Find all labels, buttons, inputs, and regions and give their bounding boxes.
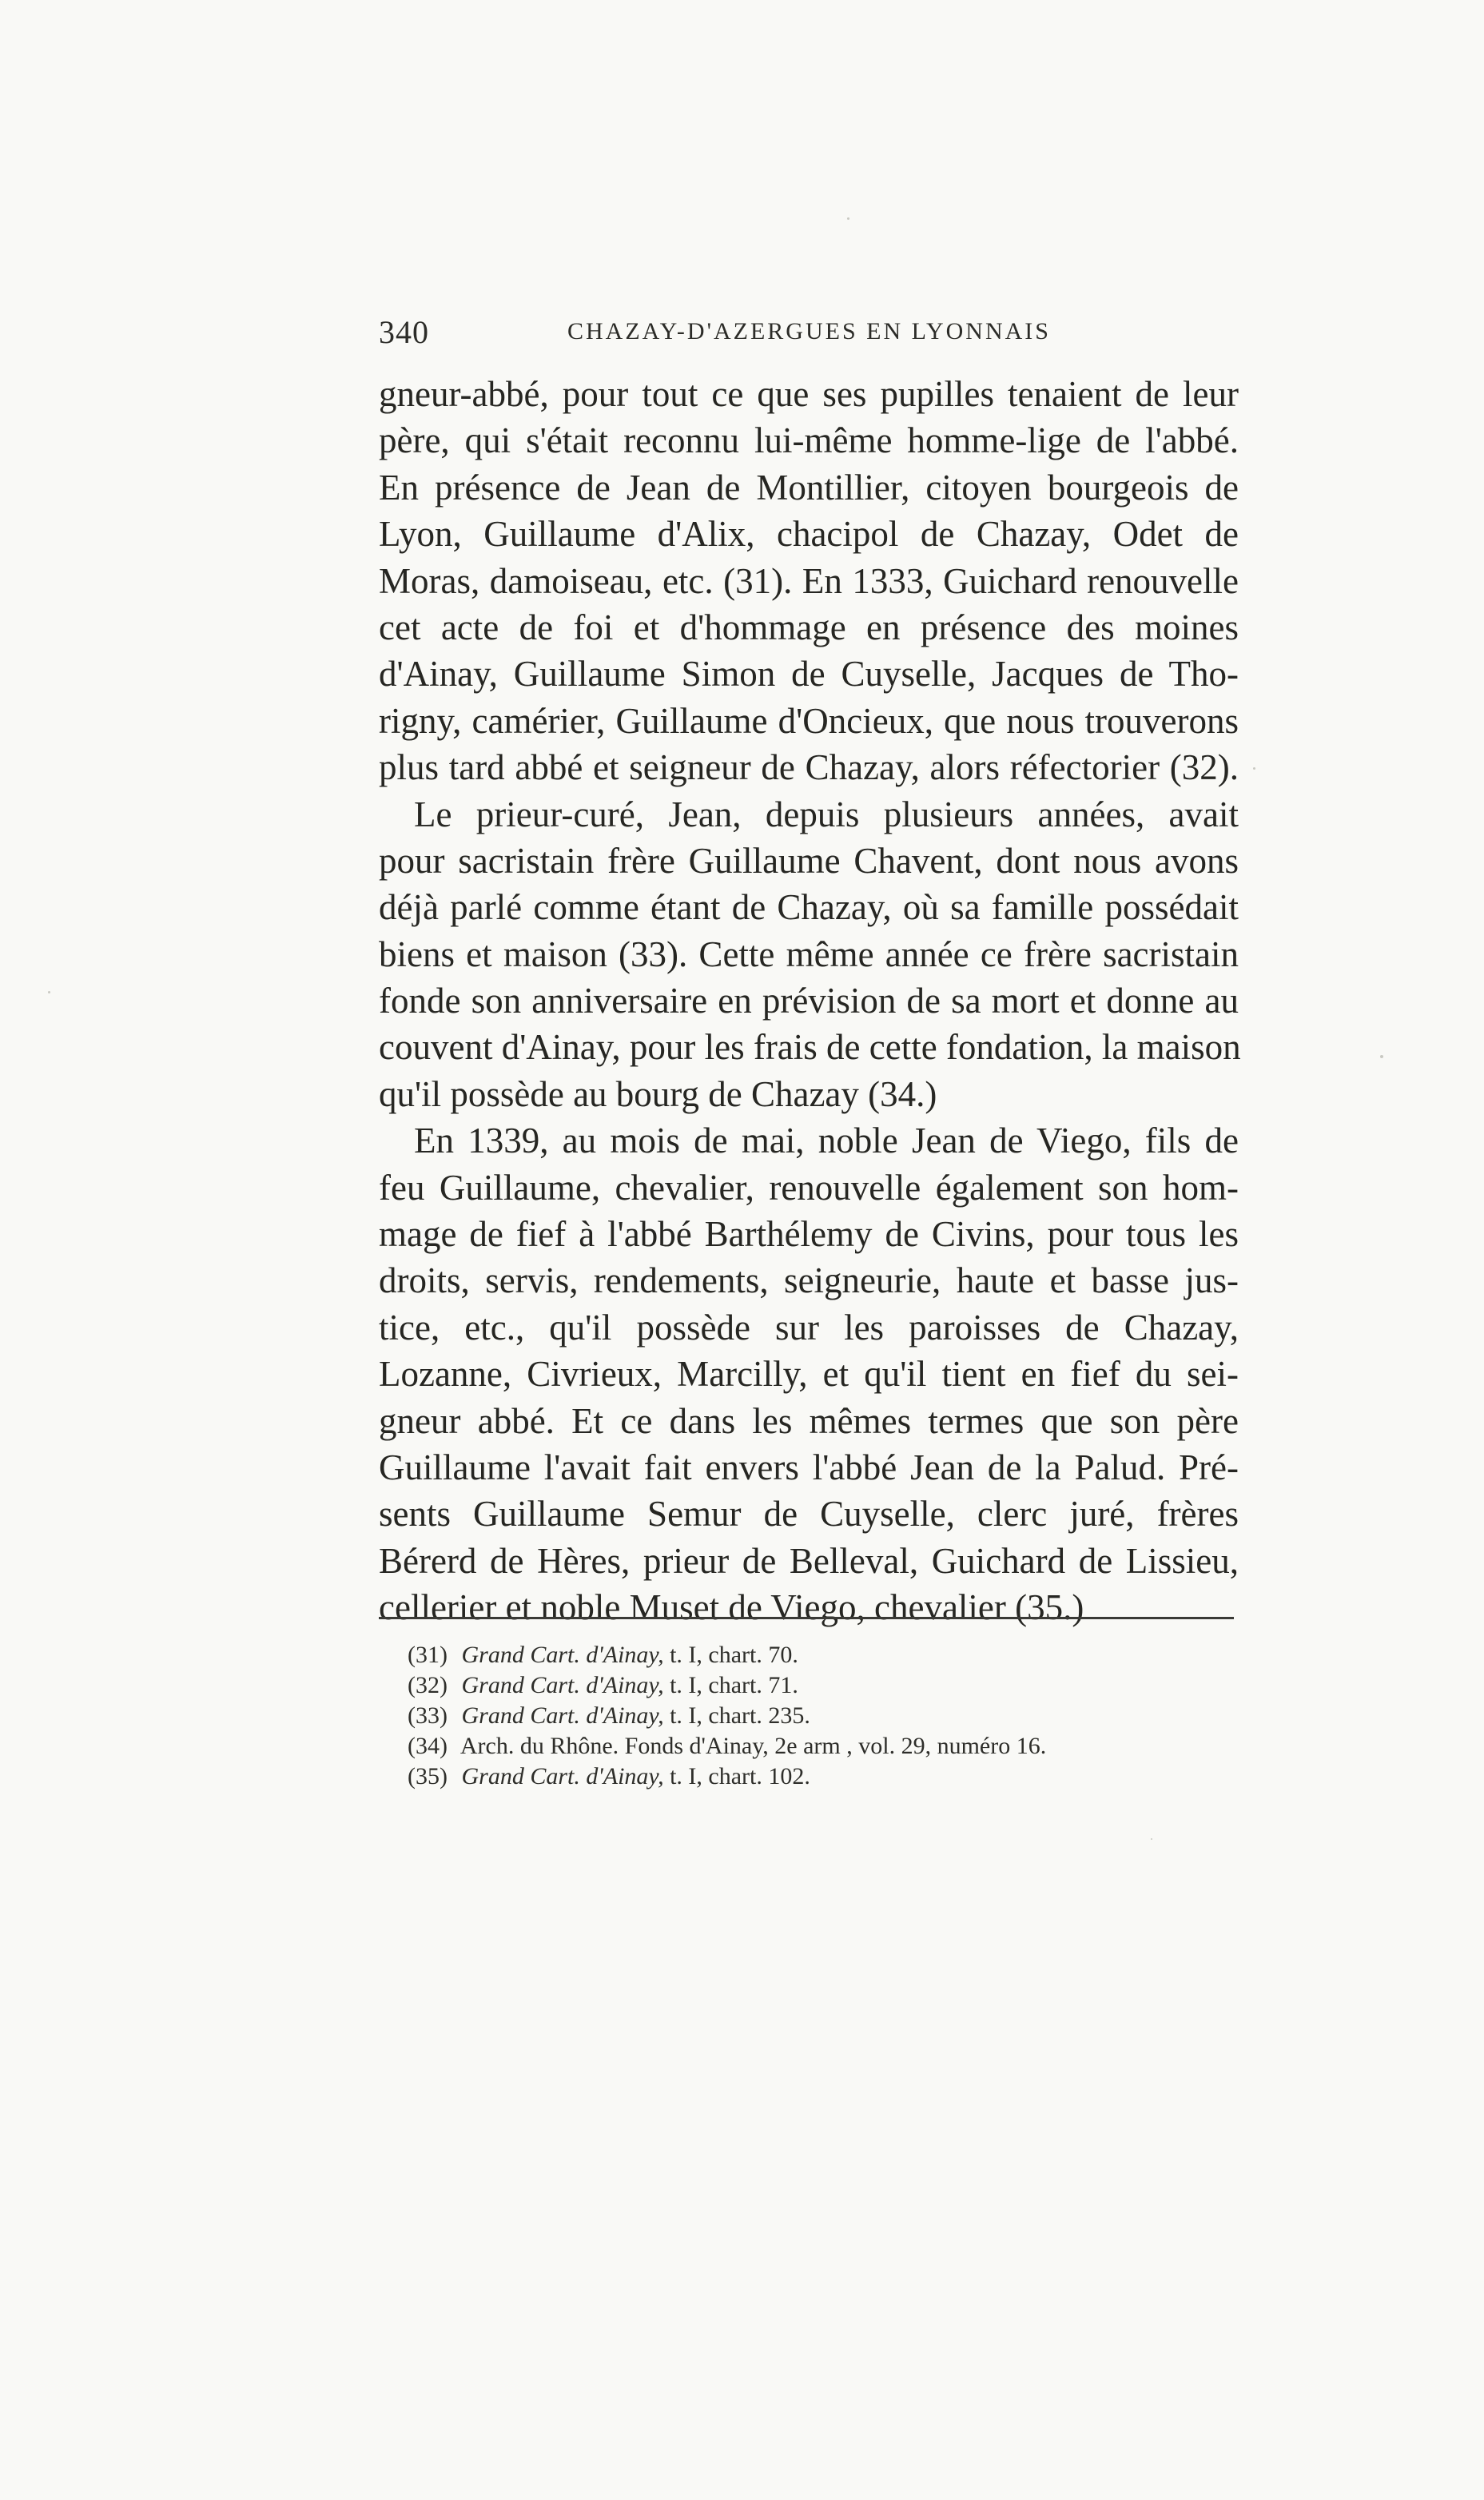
text-line: fonde son anniversaire en prévision de sa mort et donne au	[379, 981, 1239, 1021]
footnote	[408, 1731, 1239, 1762]
text-line: Lozanne, Civrieux, Marcilly, et qu'il tient en fief du sei-	[379, 1354, 1239, 1395]
text-line: Bérerd de Hères, prieur de Belleval, Guichard de Lissieu,	[379, 1540, 1239, 1581]
page-number: 340	[379, 314, 429, 350]
text-line: père, qui s'était reconnu lui-même homme-lige de l'abbé.	[379, 420, 1239, 461]
text-line: biens et maison (33). Cette même année ce frère sacristain	[379, 934, 1239, 974]
paper-speck	[847, 217, 849, 220]
footnote-reference: t. I, chart. 235.	[670, 1702, 810, 1729]
running-head: CHAZAY-D'AZERGUES EN LYONNAIS	[567, 318, 1051, 344]
text-line: tice, etc., qu'il possède sur les paroisses de Chazay,	[379, 1307, 1239, 1348]
text-line: Guillaume l'avait fait envers l'abbé Jean de la Palud. Pré-	[379, 1447, 1239, 1487]
text-line: mage de fief à l'abbé Barthélemy de Civins, pour tous les	[379, 1214, 1239, 1255]
footnote-number: (34)	[408, 1733, 448, 1759]
paragraph-start-line: En 1339, au mois de mai, noble Jean de Viego, fils de	[414, 1121, 1239, 1161]
text-line: rigny, camérier, Guillaume d'Oncieux, que nous trouverons	[379, 700, 1239, 741]
paper-speck	[1253, 767, 1255, 770]
footnote-number: (35)	[408, 1763, 448, 1789]
footnote	[408, 1762, 1239, 1792]
footnote-number: (31)	[408, 1642, 448, 1668]
text-line: plus tard abbé et seigneur de Chazay, alors réfectorier (32).	[379, 747, 1239, 788]
paragraph-end-line: qu'il possède au bourg de Chazay (34.)	[379, 1073, 937, 1114]
paragraph-end-line: cellerier et noble Muset de Viego, chevalier (35.)	[379, 1587, 1084, 1628]
text-line: cet acte de foi et d'hommage en présence des moines	[379, 607, 1239, 647]
text-line: gneur abbé. Et ce dans les mêmes termes que son père	[379, 1400, 1239, 1441]
text-line: En présence de Jean de Montillier, citoyen bourgeois de	[379, 467, 1239, 508]
body-text	[379, 371, 1239, 1631]
footnote	[408, 1701, 1239, 1731]
footnote	[408, 1640, 1239, 1670]
footnote-reference: t. I, chart. 102.	[670, 1763, 810, 1789]
footnote-source: Grand Cart. d'Ainay,	[461, 1763, 664, 1789]
footnote-source: Grand Cart. d'Ainay,	[461, 1642, 664, 1668]
text-line: couvent d'Ainay, pour les frais de cette fondation, la maison	[379, 1027, 1241, 1068]
text-line: sents Guillaume Semur de Cuyselle, clerc juré, frères	[379, 1494, 1239, 1535]
footnotes	[408, 1640, 1239, 1792]
paper-speck	[1151, 1838, 1152, 1840]
footnote-reference: Arch. du Rhône. Fonds d'Ainay, 2e arm , vol. 29, numéro 16.	[460, 1733, 1047, 1759]
page-header	[379, 313, 1247, 361]
text-line: Lyon, Guillaume d'Alix, chacipol de Chazay, Odet de	[379, 514, 1239, 555]
text-line: d'Ainay, Guillaume Simon de Cuyselle, Jacques de Tho-	[379, 654, 1239, 695]
footnote-number: (33)	[408, 1702, 448, 1729]
footnote-source: Grand Cart. d'Ainay,	[461, 1702, 664, 1729]
footnote-reference: t. I, chart. 70.	[670, 1642, 798, 1668]
text-line: gneur-abbé, pour tout ce que ses pupilles tenaient de leur	[379, 374, 1239, 414]
text-line: déjà parlé comme étant de Chazay, où sa famille possédait	[379, 887, 1239, 928]
footnote	[408, 1670, 1239, 1701]
text-line: droits, servis, rendements, seigneurie, haute et basse jus-	[379, 1260, 1239, 1301]
paragraph-start-line: Le prieur-curé, Jean, depuis plusieurs années, avait	[414, 794, 1239, 834]
footnote-source: Grand Cart. d'Ainay,	[461, 1672, 664, 1698]
text-line: pour sacristain frère Guillaume Chavent, dont nous avons	[379, 840, 1239, 881]
footnote-number: (32)	[408, 1672, 448, 1698]
paper-speck	[1380, 1055, 1383, 1058]
text-line: feu Guillaume, chevalier, renouvelle également son hom-	[379, 1167, 1239, 1208]
paper-speck	[48, 991, 50, 993]
footnote-reference: t. I, chart. 71.	[670, 1672, 798, 1698]
text-line: Moras, damoiseau, etc. (31). En 1333, Guichard renouvelle	[379, 560, 1239, 601]
footnote-rule	[379, 1617, 1234, 1619]
